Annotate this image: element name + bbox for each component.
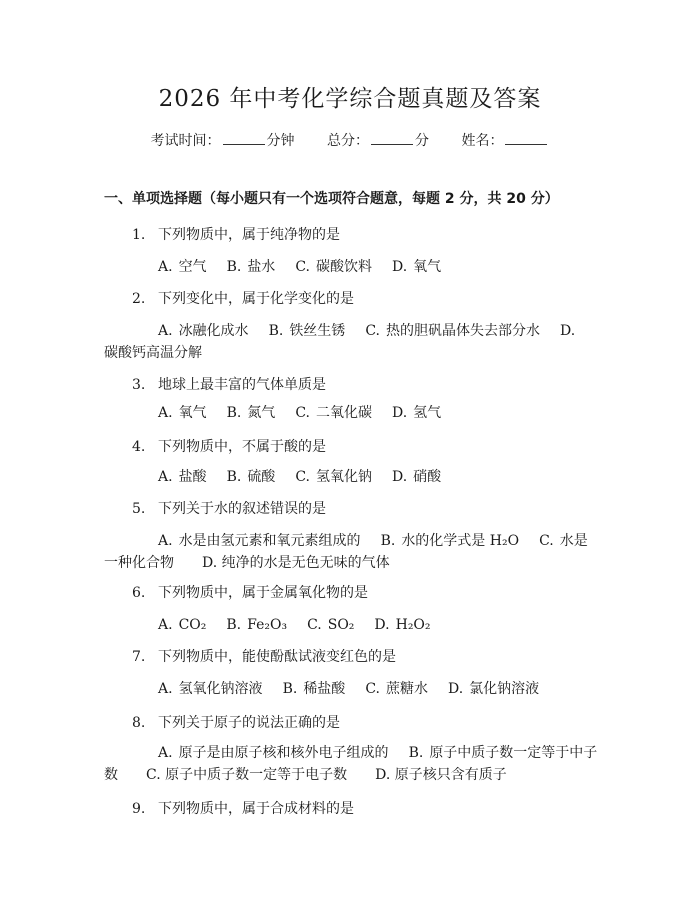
answer-option[interactable] (295, 466, 372, 488)
question-number: 4. (132, 439, 146, 455)
answer-option[interactable] (158, 256, 207, 278)
question-text: 下列关于原子的说法正确的是 (158, 715, 340, 731)
options-1 (104, 256, 604, 278)
question-number: 9. (132, 801, 146, 817)
option-letter: C. (365, 681, 380, 697)
answer-option[interactable] (381, 530, 520, 552)
option-text: 盐水 (247, 259, 276, 275)
option-text: 蔗糖水 (385, 681, 428, 697)
answer-option[interactable] (158, 402, 207, 424)
option-text: 氯化钠溶液 (469, 681, 540, 697)
answer-option[interactable] (539, 530, 588, 552)
option-text: 空气 (178, 259, 207, 275)
options-6 (104, 614, 604, 636)
options-3 (104, 402, 604, 424)
student-name-label: 姓名： (461, 133, 504, 149)
option-text: 原子中质子数一定等于中子 (429, 745, 598, 761)
option-text: 硫酸 (247, 469, 276, 485)
question-2 (132, 288, 354, 308)
answer-option[interactable] (409, 742, 598, 764)
option-letter: A. (158, 405, 173, 421)
question-text: 下列物质中，属于纯净物的是 (158, 227, 340, 243)
answer-option[interactable] (158, 742, 389, 764)
option-letter: D. (391, 259, 408, 275)
option-letter: D. (391, 469, 408, 485)
answer-option[interactable] (158, 466, 207, 488)
question-text: 下列变化中，属于化学变化的是 (158, 291, 354, 307)
option-letter: B. (408, 745, 424, 761)
option-letter: D. (559, 323, 576, 339)
answer-option[interactable] (227, 466, 276, 488)
option-text: 硝酸 (413, 469, 442, 485)
answer-option[interactable] (392, 256, 441, 278)
option-text: H₂O₂ (395, 617, 431, 633)
options-continuation: 一种化合物 D. 纯净的水是无色无味的气体 (104, 555, 390, 571)
option-letter: C. (539, 533, 554, 549)
question-number: 5. (132, 501, 146, 517)
exam-info-line (0, 130, 700, 150)
option-letter: A. (158, 681, 173, 697)
answer-option[interactable] (295, 402, 372, 424)
answer-option[interactable] (227, 256, 276, 278)
option-letter: B. (226, 405, 242, 421)
exam-time-field (151, 130, 295, 150)
option-text: 冰融化成水 (178, 323, 249, 339)
total-score-field (327, 130, 429, 150)
question-number: 1. (132, 227, 146, 243)
answer-option[interactable] (392, 402, 441, 424)
option-letter: B. (226, 259, 242, 275)
answer-option[interactable] (226, 614, 287, 636)
option-letter: C. (365, 323, 380, 339)
options-2 (104, 320, 604, 364)
question-7 (132, 646, 396, 666)
answer-option[interactable] (227, 402, 276, 424)
answer-option[interactable] (392, 466, 441, 488)
question-3 (132, 374, 326, 394)
question-text: 下列物质中，不属于酸的是 (158, 439, 326, 455)
options-continuation: 碳酸钙高温分解 (104, 345, 202, 361)
total-score-unit: 分 (415, 133, 429, 149)
answer-option[interactable] (158, 614, 206, 636)
option-text: 稀盐酸 (303, 681, 346, 697)
question-number: 7. (132, 649, 146, 665)
answer-option[interactable] (307, 614, 354, 636)
question-8 (132, 712, 340, 732)
option-letter: C. (307, 617, 322, 633)
question-6 (132, 582, 368, 602)
question-1 (132, 224, 340, 244)
option-letter: C. (295, 405, 310, 421)
option-letter: B. (226, 617, 242, 633)
option-letter: A. (158, 617, 173, 633)
question-5 (132, 498, 326, 518)
option-text: CO₂ (178, 617, 207, 633)
options-8 (104, 742, 604, 786)
option-text: 氮气 (247, 405, 276, 421)
option-letter: D. (447, 681, 464, 697)
option-text: 碳酸饮料 (315, 259, 372, 275)
option-letter: A. (158, 323, 173, 339)
exam-time-unit: 分钟 (266, 133, 295, 149)
options-4 (104, 466, 604, 488)
question-number: 6. (132, 585, 146, 601)
answer-option[interactable] (365, 320, 540, 342)
question-text: 下列物质中，属于金属氧化物的是 (158, 585, 368, 601)
option-text: 氧气 (178, 405, 207, 421)
option-text: 原子是由原子核和核外电子组成的 (178, 745, 389, 761)
exam-time-blank[interactable] (223, 130, 265, 145)
section-heading: 一、单项选择题（每小题只有一个选项符合题意，每题 2 分，共 20 分） (104, 191, 559, 207)
option-text: 氢气 (413, 405, 442, 421)
option-text: 氧气 (413, 259, 442, 275)
option-text: 水是 (559, 533, 588, 549)
option-text: Fe₂O₃ (247, 617, 288, 633)
page-title: 2026 年中考化学综合题真题及答案 (158, 86, 542, 112)
option-letter: A. (158, 745, 173, 761)
option-text: 氢氧化钠 (315, 469, 372, 485)
question-number: 8. (132, 715, 146, 731)
question-text: 下列物质中，属于合成材料的是 (158, 801, 354, 817)
options-continuation: 数 C. 原子中质子数一定等于电子数 D. 原子核只含有质子 (104, 767, 507, 783)
answer-option[interactable] (283, 678, 346, 700)
exam-time-label: 考试时间： (150, 133, 221, 149)
answer-option[interactable] (374, 614, 430, 636)
option-letter: B. (282, 681, 298, 697)
student-name-field (461, 130, 549, 150)
option-letter: A. (158, 469, 173, 485)
total-score-label: 总分： (327, 133, 369, 149)
answer-option[interactable] (158, 530, 361, 552)
student-name-blank[interactable] (505, 130, 547, 145)
question-9 (132, 798, 354, 818)
question-4 (132, 436, 326, 456)
options-5 (104, 530, 604, 574)
option-letter: D. (391, 405, 408, 421)
answer-option[interactable] (365, 678, 428, 700)
option-letter: B. (268, 323, 284, 339)
answer-option[interactable] (269, 320, 346, 342)
option-text: 盐酸 (178, 469, 207, 485)
option-text: 水的化学式是 H₂O (401, 533, 520, 549)
option-letter: C. (295, 469, 310, 485)
option-letter: A. (158, 533, 173, 549)
question-text: 地球上最丰富的气体单质是 (158, 377, 326, 393)
question-text: 下列关于水的叙述错误的是 (158, 501, 326, 517)
option-letter: C. (295, 259, 310, 275)
option-text: 水是由氢元素和氧元素组成的 (178, 533, 361, 549)
option-text: 氢氧化钠溶液 (178, 681, 263, 697)
option-letter: B. (380, 533, 396, 549)
option-text: 热的胆矾晶体失去部分水 (385, 323, 540, 339)
option-letter: D. (374, 617, 390, 633)
answer-option[interactable] (560, 320, 581, 342)
option-letter: A. (158, 259, 173, 275)
option-text: SO₂ (327, 617, 355, 633)
option-text: 二氧化碳 (315, 405, 372, 421)
question-text: 下列物质中，能使酚酞试液变红色的是 (158, 649, 396, 665)
question-number: 3. (132, 377, 146, 393)
question-number: 2. (132, 291, 146, 307)
options-7 (104, 678, 604, 700)
answer-option[interactable] (295, 256, 372, 278)
total-score-blank[interactable] (371, 130, 413, 145)
answer-option[interactable] (158, 320, 249, 342)
answer-option[interactable] (158, 678, 263, 700)
answer-option[interactable] (448, 678, 539, 700)
option-text: 铁丝生锈 (289, 323, 346, 339)
option-letter: B. (226, 469, 242, 485)
